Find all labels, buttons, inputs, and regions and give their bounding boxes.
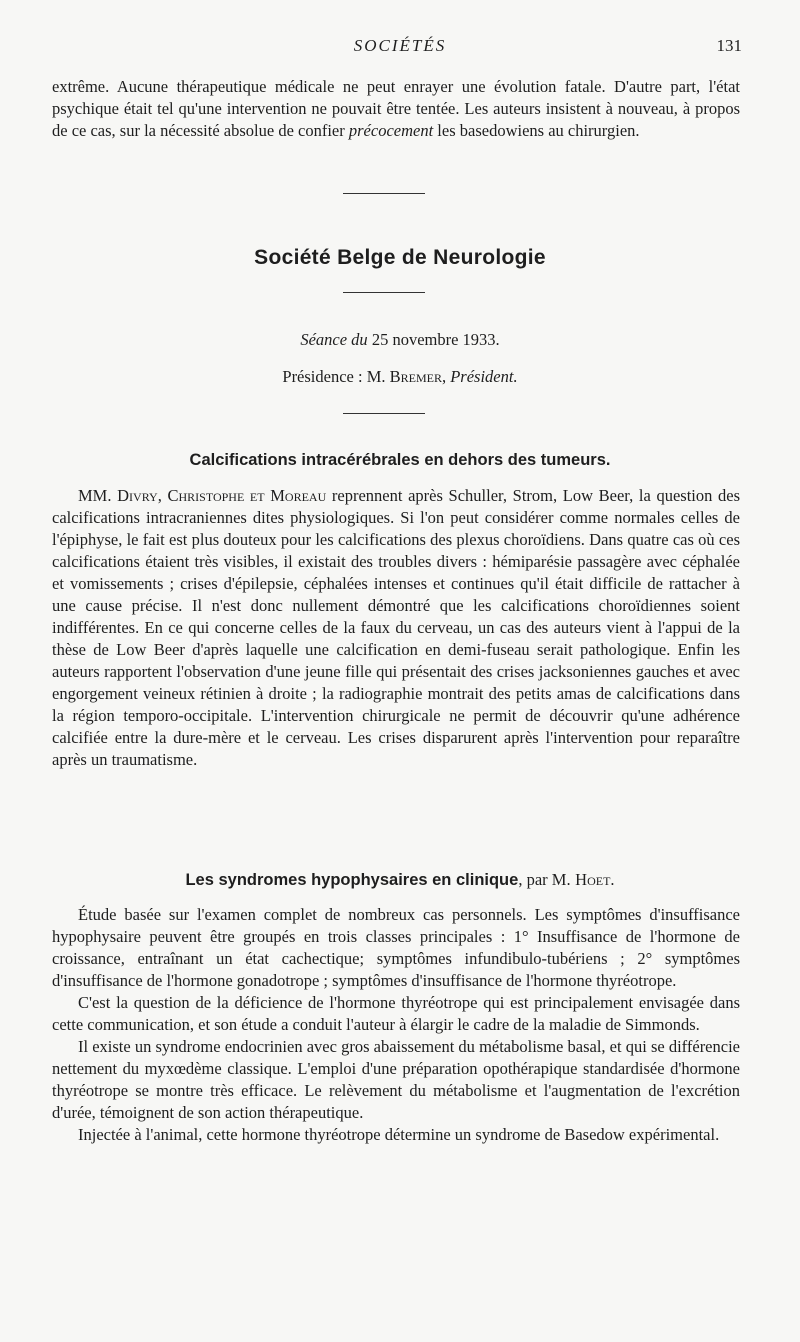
article1-lead-in: MM.	[78, 486, 112, 505]
intro-emphasis: précocement	[348, 121, 434, 140]
article1-paragraph	[52, 485, 740, 771]
page-number: 131	[716, 36, 742, 55]
running-title: SOCIÉTÉS	[353, 36, 447, 55]
article1-authors: Divry, Christophe et Moreau	[117, 486, 327, 505]
article2-author: Hoet.	[575, 870, 615, 889]
article2-paragraph-3: Il existe un syndrome endocrinien avec gros abaissement du métabolisme basal, et qui se différencie nettement du myxœdème classique. L'emploi d'une préparation opothérapique standardisée d'hormone thyréotrope se montre très efficace. Le relèvement du métabolisme et l'augmentation de l'excrétion d'urée, témoignent de son action thérapeutique.	[52, 1037, 740, 1122]
presidence-label: Présidence : M.	[282, 367, 386, 386]
intro-text	[52, 76, 740, 142]
article2-paragraph-1: Étude basée sur l'examen complet de nombreux cas personnels. Les symptômes d'insuffisance hypophysaire peuvent être groupés en trois classes principales : 1° Insuffisance de l'hormone de croissance, entraînant un état cachectique; symptômes infundibulo-tubériens ; 2° symptômes d'insuffisance de l'hormone gonadotrope ; symptômes d'insuffisance de l'hormone thyréotrope.	[52, 905, 740, 990]
article1-text: reprennent après Schuller, Strom, Low Beer, la question des calcifications intracraniennes dites physiologiques. Si l'on peut considérer comme normales celles de l'épiphyse, le fait est plus douteux pour les calcifications des plexus choroïdiens. Dans quatre cas où ces calcifications étaient très visibles, il existait des troubles divers : hémiparésie passagère avec céphalée et vomissements ; crises d'épilepsie, céphalées intenses et continues qu'il était difficile de rattacher à une cause précise. Il n'est donc nullement démontré que les calcifications choroïdiennes soient indifférentes. En ce qui concerne celles de la faux du cerveau, un cas des auteurs vient à l'appui de la thèse de Low Beer d'après laquelle une calcification en demi-fuseau serait pathologique. Enfin les auteurs rapportent l'observation d'une jeune fille qui présentait des crises jacksoniennes gauches et avec engorgement veineux rétinien à droite ; la radiographie montrait des petits amas de calcifications dans la région temporo-occipitale. L'intervention chirurgicale ne permit de découvrir qu'une adhérence calcifiée entre la dure-mère et le cerveau. Les crises disparurent après l'intervention pour reparaître après un traumatisme.	[52, 486, 741, 769]
intro-paragraph	[52, 76, 740, 142]
article2-paragraph-4: Injectée à l'animal, cette hormone thyréotrope détermine un syndrome de Basedow expérimental.	[78, 1125, 720, 1144]
session-line	[0, 330, 800, 350]
divider-session	[343, 413, 425, 414]
article1-title: Calcifications intracérébrales en dehors des tumeurs.	[189, 451, 611, 469]
article2-title	[0, 870, 800, 890]
article2-paragraph-2: C'est la question de la déficience de l'hormone thyréotrope qui est principalement envisagée dans cette communication, et son étude a conduit l'auteur à élargir le cadre de la maladie de Simmonds.	[52, 993, 740, 1034]
session-date: 25 novembre 1933.	[371, 330, 500, 349]
intro-tail: les basedowiens au chirurgien.	[437, 121, 640, 140]
session-prefix: Séance du	[300, 330, 368, 349]
page-header	[0, 36, 800, 60]
president-role: Président.	[450, 367, 518, 386]
divider-society	[343, 292, 425, 293]
president-name: Bremer,	[389, 367, 447, 386]
article2-by: , par M.	[518, 870, 571, 889]
divider-top	[343, 193, 425, 194]
article2-title-text: Les syndromes hypophysaires en clinique	[185, 871, 519, 889]
intro-body: extrême. Aucune thérapeutique médicale ne peut enrayer une évolution fatale. D'autre part, l'état psychique était tel qu'une intervention ne pouvait être tentée. Les auteurs insistent à nouveau, à propos de ce cas, sur la nécessité absolue de confier	[52, 77, 740, 140]
article1-body	[52, 485, 740, 771]
society-title: Société Belge de Neurologie	[254, 246, 546, 269]
article2-body	[52, 904, 740, 1146]
presidence-line	[0, 367, 800, 387]
